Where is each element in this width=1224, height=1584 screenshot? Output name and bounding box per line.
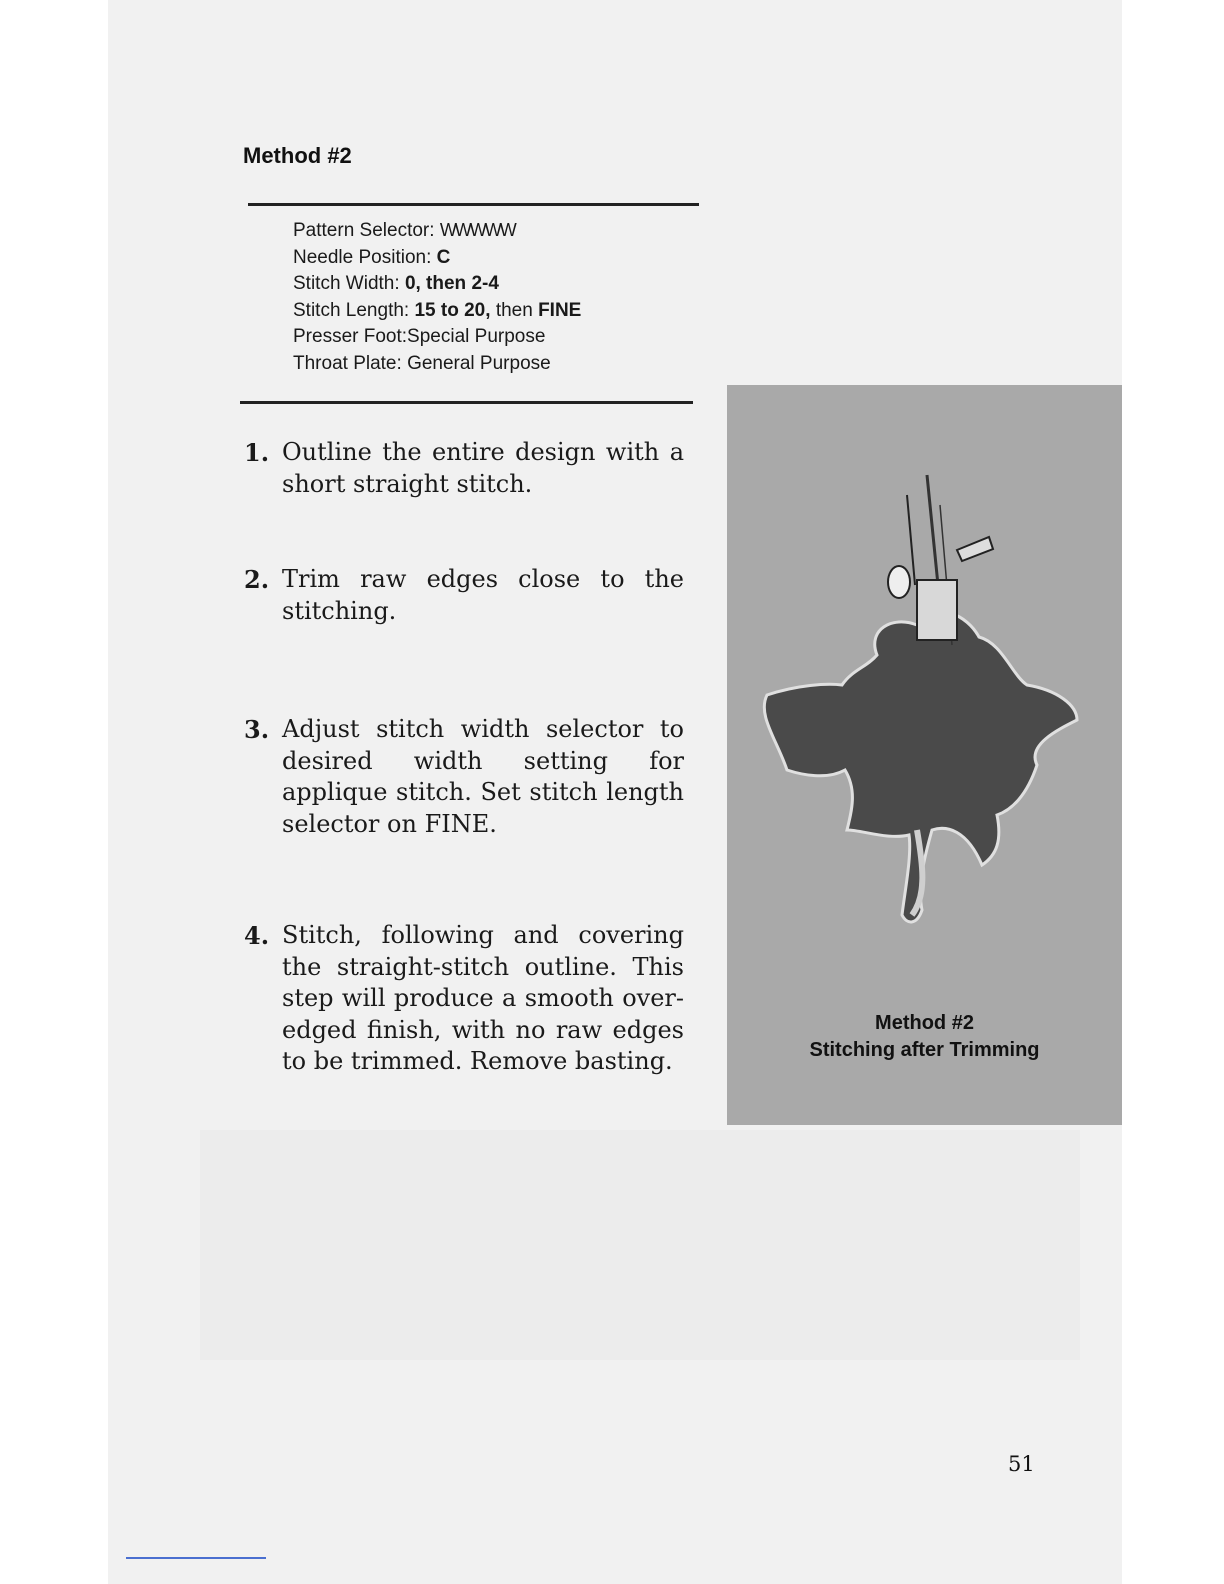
step-item	[244, 564, 684, 627]
page-number: 51	[1008, 1452, 1035, 1476]
step-text: Stitch, following and covering the straight-stitch outline. This step will produce a smooth over-edged finish, with no raw edges to be trimmed. Remove basting.	[282, 921, 684, 1075]
caption-line-2: Stitching after Trimming	[809, 1039, 1040, 1061]
stitch-width-value: 0, then 2-4	[404, 273, 499, 294]
presser-foot	[917, 580, 957, 640]
figure-caption	[727, 1010, 1122, 1064]
presser-foot-label: Presser Foot:	[293, 326, 408, 347]
pattern-selector-label: Pattern Selector:	[293, 220, 435, 241]
thread-guide	[957, 537, 993, 561]
bottom-rule	[240, 401, 693, 404]
pattern-selector-row	[293, 217, 581, 245]
right-margin	[1122, 0, 1224, 1584]
stitch-width-label: Stitch Width:	[293, 273, 400, 294]
step-text: Adjust stitch width selector to desired width setting for applique stitch. Set stitch length selector on FINE.	[282, 715, 684, 838]
illustration-panel	[727, 385, 1122, 1125]
stitch-length-value: 15 to 20,	[414, 299, 491, 321]
needle-position-value: C	[436, 246, 451, 268]
scan-edge-line	[126, 1557, 266, 1559]
step-number: 2.	[244, 565, 270, 594]
step-item	[244, 920, 684, 1078]
stitch-length-fine: FINE	[538, 299, 582, 321]
left-margin	[0, 0, 108, 1584]
presser-foot-value: Special Purpose	[407, 326, 546, 347]
section-heading: Method #2	[243, 143, 352, 168]
presser-foot-row	[293, 324, 581, 351]
stitch-length-label: Stitch Length:	[293, 299, 410, 321]
throat-plate-label: Throat Plate:	[293, 352, 402, 374]
step-text: Outline the entire design with a short straight stitch.	[282, 438, 684, 498]
throat-plate-value: General Purpose	[407, 352, 551, 374]
needle-position-label: Needle Position:	[293, 246, 432, 268]
step-text: Trim raw edges close to the stitching.	[282, 565, 684, 625]
bleed-through-shading	[200, 1130, 1080, 1360]
stitch-length-then: then	[495, 299, 533, 321]
stitch-width-row	[293, 271, 581, 298]
step-number: 1.	[244, 438, 270, 467]
top-rule	[248, 203, 699, 206]
zigzag-pattern-value: WWWWW	[439, 220, 515, 240]
step-number: 3.	[244, 715, 270, 744]
needle-position-row	[293, 245, 581, 272]
step-item	[244, 437, 684, 500]
throat-plate-row	[293, 351, 581, 378]
step-number: 4.	[244, 921, 270, 950]
instruction-steps	[244, 437, 684, 1078]
step-item	[244, 714, 684, 840]
stitch-length-row	[293, 298, 581, 325]
caption-line-1: Method #2	[875, 1012, 974, 1034]
foot-screw-icon	[888, 566, 910, 598]
machine-settings	[293, 217, 581, 377]
